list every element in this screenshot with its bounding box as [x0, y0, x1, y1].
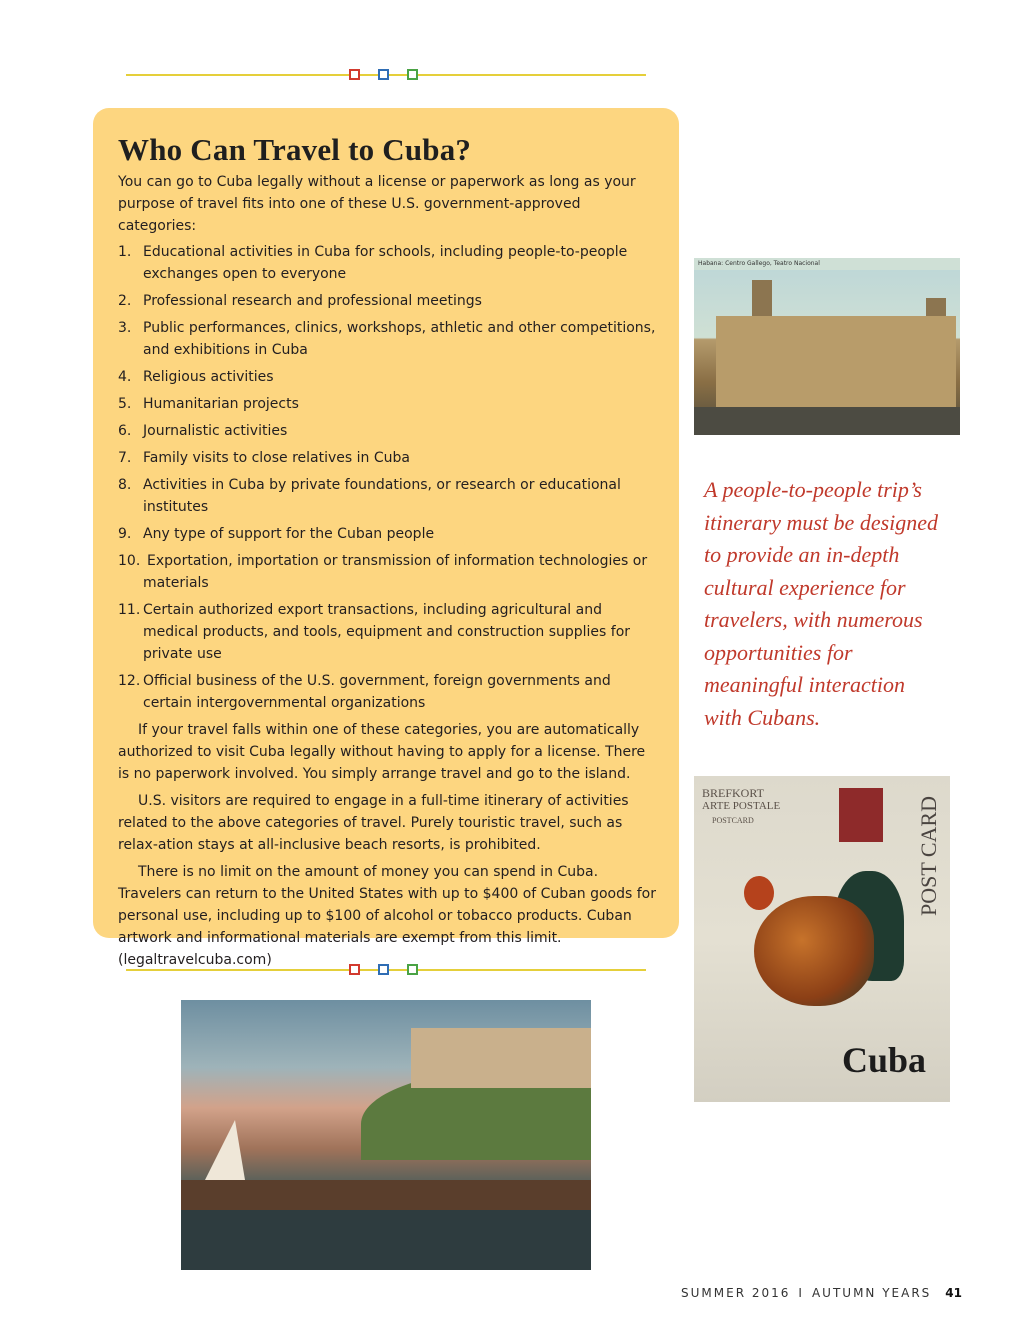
photo-water — [181, 1210, 591, 1270]
top-divider — [126, 68, 646, 82]
item-number: 5. — [118, 396, 132, 412]
photo-sailboat — [205, 1120, 245, 1180]
list-item — [118, 241, 658, 285]
body-paragraph: There is no limit on the amount of money you can spend in Cuba. Travelers can return to the United States with up to $400 of Cuban goods for personal use, including up to $100 of alcohol or tobacco products. Cuban artwork and informational materials are exempt from this limit. (legaltravelcuba.com) — [118, 864, 656, 968]
list-item — [118, 474, 658, 518]
page-footer — [681, 1286, 962, 1300]
item-number: 11. — [118, 602, 141, 618]
item-number: 10. — [118, 553, 141, 569]
list-item — [118, 670, 658, 714]
item-number: 12. — [118, 673, 141, 689]
item-text: Humanitarian projects — [143, 396, 299, 412]
list-item — [118, 317, 658, 361]
list-item — [118, 523, 658, 545]
photo-street — [694, 407, 960, 435]
item-text: Religious activities — [143, 369, 274, 385]
item-text: Professional research and professional meetings — [143, 293, 482, 309]
blue-square-ornament — [378, 964, 389, 975]
photo-building — [716, 316, 956, 411]
item-number: 8. — [118, 477, 132, 493]
list-item — [118, 599, 658, 665]
page-number: 41 — [945, 1286, 962, 1300]
item-number: 7. — [118, 450, 132, 466]
item-text: Family visits to close relatives in Cuba — [143, 450, 410, 466]
list-item — [118, 420, 658, 442]
cuba-word: Cuba — [842, 1040, 927, 1080]
photo-fortress — [411, 1028, 591, 1088]
list-item — [118, 550, 658, 594]
green-square-ornament — [407, 964, 418, 975]
sidebar-title: Who Can Travel to Cuba? — [118, 132, 472, 167]
item-number: 9. — [118, 526, 132, 542]
item-text: Journalistic activities — [143, 423, 288, 439]
list-item — [118, 393, 658, 415]
teatro-nacional-photo — [694, 258, 960, 435]
item-number: 6. — [118, 423, 132, 439]
category-list — [118, 241, 658, 714]
item-number: 3. — [118, 320, 132, 336]
postcard-line: BREFKORT — [702, 786, 764, 800]
item-text: Exportation, importation or transmission of information technologies or materials — [143, 553, 648, 591]
post-card-vertical-text: POST CARD — [916, 796, 941, 917]
blue-square-ornament — [378, 69, 389, 80]
item-number: 2. — [118, 293, 132, 309]
photo-boats — [181, 1180, 591, 1210]
item-text: Public performances, clinics, workshops, athletic and other competitions, and exhibitions in Cuba — [143, 320, 656, 358]
body-paragraph: U.S. visitors are required to engage in a full-time itinerary of activities related to the above categories of travel. Purely touristic travel, such as relax-ation stays at all-inclusive beach resorts, is prohibited. — [118, 793, 629, 853]
item-number: 4. — [118, 369, 132, 385]
stamp-graphic — [839, 788, 883, 842]
item-number: 1. — [118, 244, 132, 260]
havana-harbor-photo — [181, 1000, 591, 1270]
footer-separator: I — [798, 1286, 804, 1300]
rooster-postcard-photo — [694, 776, 950, 1102]
postcard-line: POSTCARD — [712, 816, 754, 825]
item-text: Educational activities in Cuba for schools, including people-to-people exchanges open to everyone — [143, 244, 628, 282]
photo-caption-strip: Habana: Centro Gallego, Teatro Nacional — [694, 258, 960, 270]
red-square-ornament — [349, 69, 360, 80]
item-text: Official business of the U.S. government, foreign governments and certain intergovernmental organizations — [143, 673, 611, 711]
sidebar-intro: You can go to Cuba legally without a license or paperwork as long as your purpose of travel fits into one of these U.S. government-approved categories: — [118, 174, 636, 234]
pull-quote: A people-to-people trip’s itinerary must be designed to provide an in-depth cultural experience for travelers, with numerous opportunities for meaningful interaction with Cubans. — [704, 477, 939, 730]
red-square-ornament — [349, 964, 360, 975]
list-item — [118, 366, 658, 388]
rooster-body — [754, 896, 874, 1006]
item-text: Activities in Cuba by private foundations, or research or educational institutes — [143, 477, 621, 515]
footer-issue: SUMMER 2016 — [681, 1286, 791, 1300]
item-text: Certain authorized export transactions, including agricultural and medical products, and tools, equipment and construction supplies for private use — [143, 602, 631, 662]
green-square-ornament — [407, 69, 418, 80]
body-paragraph: If your travel falls within one of these categories, you are automatically authorized to visit Cuba legally without having to apply for a license. There is no paperwork involved. You simply arrange travel and go to the island. — [118, 722, 646, 782]
footer-magazine: AUTUMN YEARS — [811, 1286, 932, 1300]
rooster-head — [744, 876, 774, 910]
list-item — [118, 447, 658, 469]
list-item — [118, 290, 658, 312]
item-text: Any type of support for the Cuban people — [143, 526, 435, 542]
bottom-divider — [126, 963, 646, 977]
postcard-line: ARTE POSTALE — [702, 800, 781, 812]
sidebar-body — [118, 171, 658, 971]
